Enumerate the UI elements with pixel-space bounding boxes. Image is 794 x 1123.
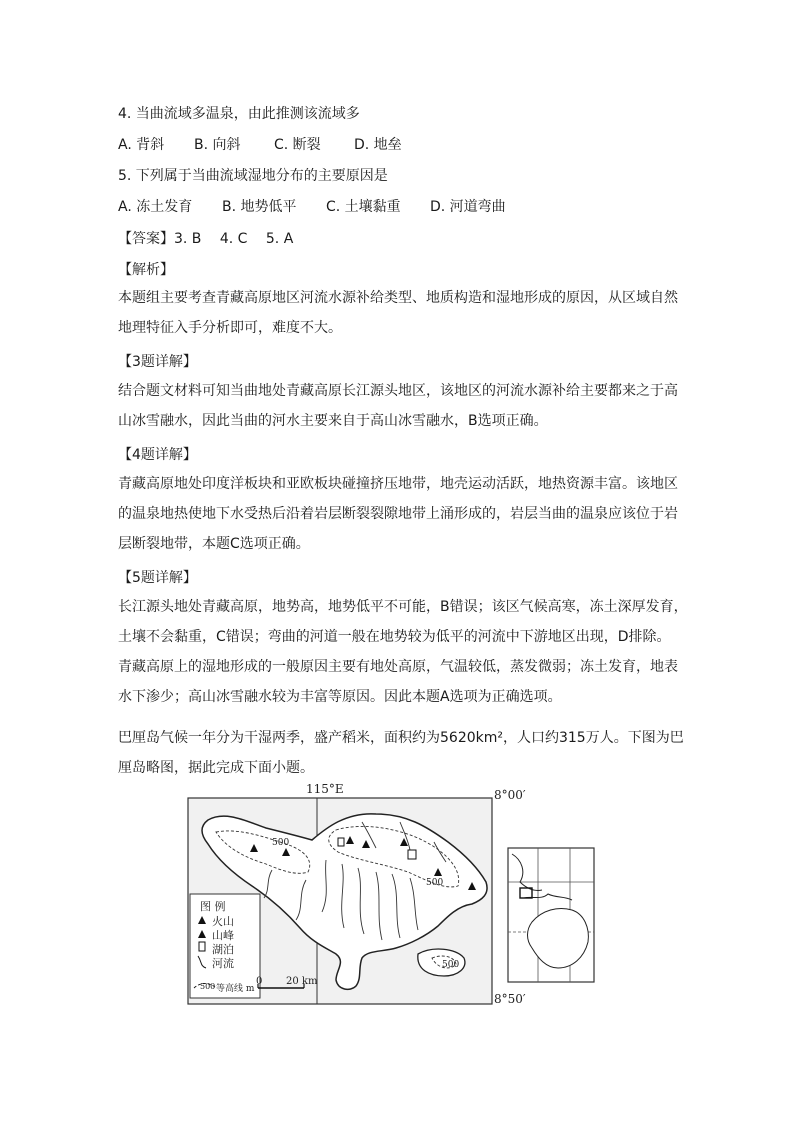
detail-4-paragraph: [118, 469, 678, 559]
legend-label-contour: 等高线 m: [216, 984, 255, 994]
q4-stem: 4. 当曲流域多温泉，由此推测该流域多: [118, 106, 360, 122]
contour-label: 500: [426, 878, 444, 888]
q5-option-a: A. 冻土发育: [118, 199, 193, 215]
q4-options: [118, 135, 402, 155]
bali-intro-line: 厘岛略图，据此完成下面小题。: [118, 760, 314, 776]
analysis-paragraph: [118, 283, 678, 343]
detail-4-line: 的温泉地热使地下水受热后沿着岩层断裂裂隙地带上涌形成的，岩层当曲的温泉应该位于岩: [118, 506, 678, 522]
legend-label-river: 河流: [212, 957, 234, 970]
legend-contour-value: 500: [200, 982, 216, 991]
contour-label: 500: [442, 960, 460, 970]
detail-5-line: 水下渗少；高山冰雪融水较为丰富等原因。因此本题A选项为正确选项。: [118, 689, 562, 705]
bali-sketch-map: [186, 782, 596, 1010]
q5-option-c: C. 土壤黏重: [326, 199, 401, 215]
lake-icon: [338, 838, 344, 846]
lake-icon: [408, 850, 416, 859]
scale-distance-label: 20 km: [286, 976, 318, 987]
detail-3-line: 结合题文材料可知当曲地处青藏高原长江源头地区，该地区的河流水源补给主要都来之于高: [118, 383, 678, 399]
legend-label-lake: 湖泊: [212, 943, 234, 956]
q5-option-d: D. 河道弯曲: [430, 199, 506, 215]
q5-stem: 5. 下列属于当曲流域湿地分布的主要原因是: [118, 168, 388, 184]
legend-title: 图 例: [200, 900, 226, 913]
analysis-heading: 【解析】: [118, 262, 174, 278]
q4-option-d: D. 地垒: [354, 137, 402, 153]
q4-option-a: A. 背斜: [118, 137, 165, 153]
answer-line: 【答案】3. B 4. C 5. A: [118, 231, 294, 247]
q5-option-b: B. 地势低平: [222, 199, 297, 215]
detail-3-line: 山冰雪融水，因此当曲的河水主要来自于高山冰雪融水，B选项正确。: [118, 413, 548, 429]
detail-4-heading: 【4题详解】: [118, 447, 197, 463]
q5-options: [118, 197, 506, 217]
longitude-label: 115°E: [306, 782, 344, 796]
detail-5-line: 长江源头地处青藏高原，地势高，地势低平不可能，B错误；该区气候高寒，冻土深厚发育，: [118, 599, 688, 615]
legend-label-peak: 山峰: [212, 929, 234, 942]
detail-4-line: 青藏高原地处印度洋板块和亚欧板块碰撞挤压地带，地壳运动活跃，地热资源丰富。该地区: [118, 476, 678, 492]
q4-option-c: C. 断裂: [274, 137, 321, 153]
detail-5-paragraph: [118, 592, 688, 712]
bali-intro-line: 巴厘岛气候一年分为干湿两季，盛产稻米，面积约为5620km²，人口约315万人。下图为巴: [118, 730, 684, 746]
bali-intro-paragraph: [118, 723, 684, 783]
latitude-top-label: 8°00′: [494, 788, 526, 802]
bali-map-drawing: [186, 782, 596, 1010]
detail-4-line: 层断裂地带，本题C选项正确。: [118, 536, 310, 552]
latitude-bottom-label: 8°50′: [494, 992, 526, 1006]
detail-5-line: 土壤不会黏重，C错误；弯曲的河道一般在地势较为低平的河流中下游地区出现，D排除。: [118, 629, 671, 645]
analysis-line: 本题组主要考查青藏高原地区河流水源补给类型、地质构造和湿地形成的原因，从区域自然: [118, 290, 678, 306]
legend-label-volcano: 火山: [212, 915, 234, 928]
detail-5-heading: 【5题详解】: [118, 570, 197, 586]
q4-option-b: B. 向斜: [194, 137, 241, 153]
legend-lake-icon: [199, 942, 205, 951]
analysis-line: 地理特征入手分析即可，难度不大。: [118, 320, 342, 336]
detail-3-paragraph: [118, 376, 678, 436]
detail-5-line: 青藏高原上的湿地形成的一般原因主要有地处高原，气温较低，蒸发微弱；冻土发育，地表: [118, 659, 678, 675]
contour-label: 500: [272, 838, 290, 848]
scale-zero-label: 0: [256, 976, 263, 987]
detail-3-heading: 【3题详解】: [118, 354, 197, 370]
